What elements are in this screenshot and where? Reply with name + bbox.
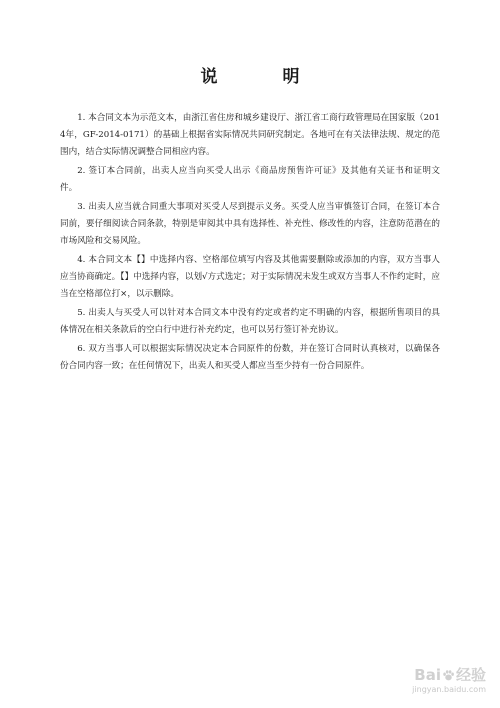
watermark-logo-right: 经验	[455, 666, 486, 684]
instruction-paragraph-2: 2. 签订本合同前，出卖人应当向买受人出示《商品房预售许可证》及其他有关证书和证明文件。	[60, 166, 440, 193]
watermark-logo-left: Bai	[414, 666, 441, 684]
instruction-paragraph-1: 1. 本合同文本为示范文本，由浙江省住房和城乡建设厅、浙江省工商行政管理局在国家版（2014年，GF-2014-0171）的基础上根据省实际情况共同研究制定。各地可在有关法律法规、规定的范围内，结合实际情况调整合同相应内容。	[60, 113, 440, 157]
instruction-paragraph-5: 5. 出卖人与买受人可以针对本合同文本中没有约定或者约定不明确的内容，根据所售项目的具体情况在相关条款后的空白行中进行补充约定，也可以另行签订补充协议。	[60, 308, 440, 335]
instruction-paragraph-6: 6. 双方当事人可以根据实际情况决定本合同原件的份数，并在签订合同时认真核对，以确保各份合同内容一致；在任何情况下，出卖人和买受人都应当至少持有一份合同原件。	[60, 344, 440, 371]
paw-icon	[442, 669, 455, 682]
instruction-paragraph-3: 3. 出卖人应当就合同重大事项对买受人尽到提示义务。买受人应当审慎签订合同，在签订本合同前，要仔细阅读合同条款，特别是审阅其中具有选择性、补充性、修改性的内容，注意防范潜在的市场风险和交易风险。	[60, 202, 440, 246]
page-title: 说 明	[200, 67, 324, 87]
instructions-body	[60, 110, 440, 377]
watermark-url: jingyan.baidu.com	[412, 685, 486, 694]
baidu-jingyan-watermark	[386, 664, 486, 700]
watermark-logo	[414, 664, 486, 685]
instruction-paragraph-4: 4. 本合同文本【】中选择内容、空格部位填写内容及其他需要删除或添加的内容，双方当事人应当协商确定。【】中选择内容，以划√方式选定；对于实际情况未发生或双方当事人不作约定时，应当在空格部位打×，以示删除。	[60, 255, 440, 299]
